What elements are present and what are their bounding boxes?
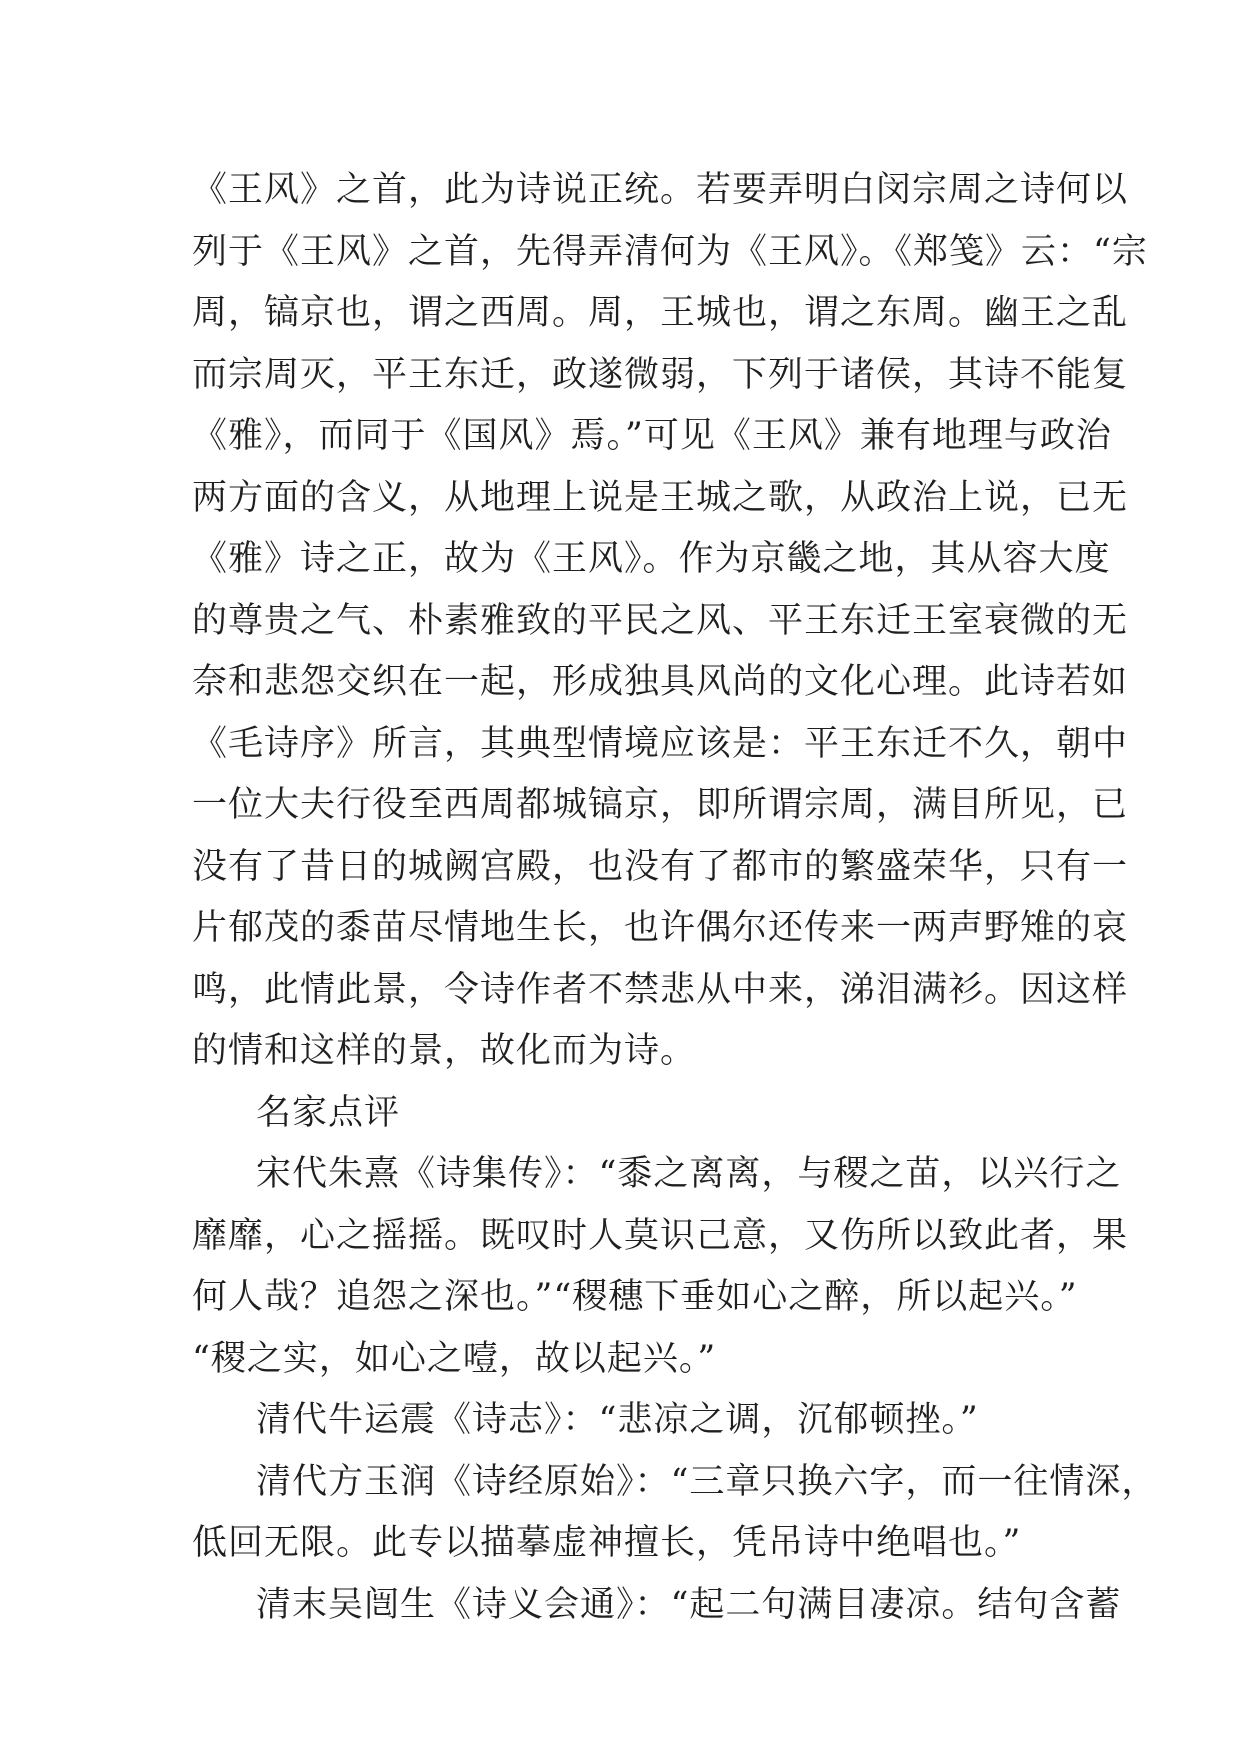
text-line: 《毛诗序》所言，其典型情境应该是：平王东迁不久，朝中 [192, 723, 1129, 764]
text-line: 《雅》，而同于《国风》焉。”可见《王风》兼有地理与政治 [192, 416, 1112, 456]
text-line: 两方面的含义，从地理上说是王城之歌，从政治上说，已无 [192, 477, 1129, 518]
text-line: 宋代朱熹《诗集传》：“黍之离离，与稷之苗，以兴行之 [256, 1154, 1122, 1194]
text-line: 一位大夫行役至西周都城镐京，即所谓宗周，满目所见，已 [192, 785, 1129, 825]
text-line: 没有了昔日的城阙宫殿，也没有了都市的繁盛荣华，只有一 [192, 846, 1129, 887]
text-line: 奈和悲怨交织在一起，形成独具风尚的文化心理。此诗若如 [192, 662, 1129, 702]
text-line: 片郁茂的黍苗尽情地生长，也许偶尔还传来一两声野雉的哀 [192, 908, 1129, 948]
text-line: 靡靡，心之摇摇。既叹时人莫识己意，又伤所以致此者，果 [192, 1215, 1129, 1256]
text-line: 列于《王风》之首，先得弄清何为《王风》。《郑笺》云：“宗 [192, 231, 1148, 272]
text-line: 《雅》诗之正，故为《王风》。作为京畿之地，其从容大度 [192, 539, 1111, 579]
section-heading: 名家点评 [256, 1092, 401, 1133]
text-line: 何人哉？追怨之深也。”“稷穗下垂如心之醉，所以起兴。” [192, 1277, 1078, 1317]
text-line: 的情和这样的景，故化而为诗。 [192, 1031, 697, 1071]
text-line: 鸣，此情此景，令诗作者不禁悲从中来，涕泪满衫。因这样 [192, 969, 1129, 1010]
text-line: 周，镐京也，谓之西周。周，王城也，谓之东周。幽王之乱 [192, 293, 1129, 333]
text-line: “稷之实，如心之噎，故以起兴。” [192, 1338, 717, 1379]
text-line: 清代牛运震《诗志》：“悲凉之调，沉郁顿挫。” [256, 1400, 979, 1440]
text-line: 《王风》之首，此为诗说正统。若要弄明白闵宗周之诗何以 [192, 170, 1129, 210]
text-line: 清末吴闿生《诗义会通》：“起二句满目凄凉。结句含蓄 [256, 1584, 1122, 1625]
text-line: 清代方玉润《诗经原始》：“三章只换六字，而一往情深， [256, 1461, 1158, 1502]
text-line: 而宗周灭，平王东迁，政遂微弱，下列于诸侯，其诗不能复 [192, 354, 1129, 395]
body-text [192, 160, 1158, 1636]
text-line: 的尊贵之气、朴素雅致的平民之风、平王东迁王室衰微的无 [192, 600, 1129, 641]
text-line: 低回无限。此专以描摹虚神擅长，凭吊诗中绝唱也。” [192, 1523, 1022, 1563]
